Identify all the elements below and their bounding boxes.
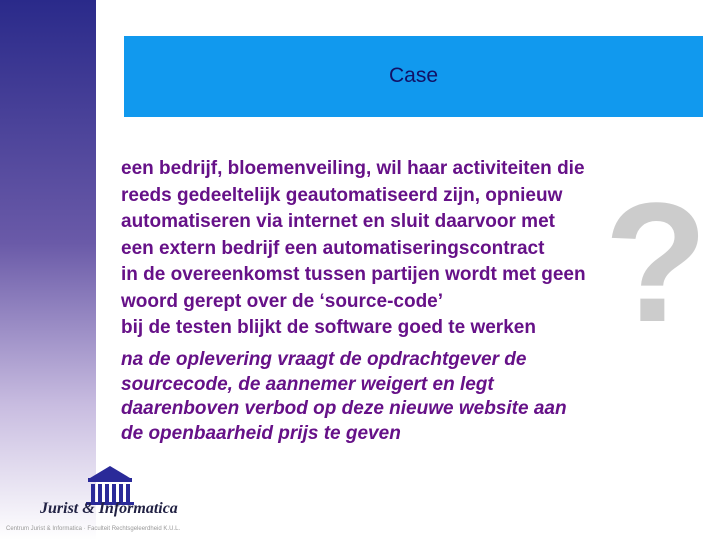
case-description [121,156,711,342]
followup-line: daarenboven verbod op deze nieuwe website aan [121,398,567,419]
case-line: reeds gedeeltelijk geautomatiseerd zijn, opnieuw [121,184,563,206]
followup-description [121,348,711,446]
footer-text: Centrum Jurist & Informatica · Faculteit Rechtsgeleerdheid K.U.L. [6,526,181,532]
case-line: woord gerept over de ‘source-code’ [121,290,444,312]
case-line: een extern bedrijf een automatiseringscontract [121,237,545,259]
question-mark-icon: ? [604,168,708,358]
followup-line: na de oplevering vraagt de opdrachtgever de [121,349,527,370]
title-box [124,36,703,117]
followup-line: sourcecode, de aannemer weigert en legt [121,373,494,395]
case-line: automatiseren via internet en sluit daarvoor met [121,211,555,232]
case-line: een bedrijf, bloemenveiling, wil haar activiteiten die [121,158,585,179]
slide-title: Case [388,64,439,87]
followup-line: de openbaarheid prijs te geven [121,422,401,444]
case-line: in de overeenkomst tussen partijen wordt met geen [121,264,586,285]
logo-text: Jurist & Informatica [40,500,178,517]
case-line: bij de testen blijkt de software goed te werken [121,317,536,338]
